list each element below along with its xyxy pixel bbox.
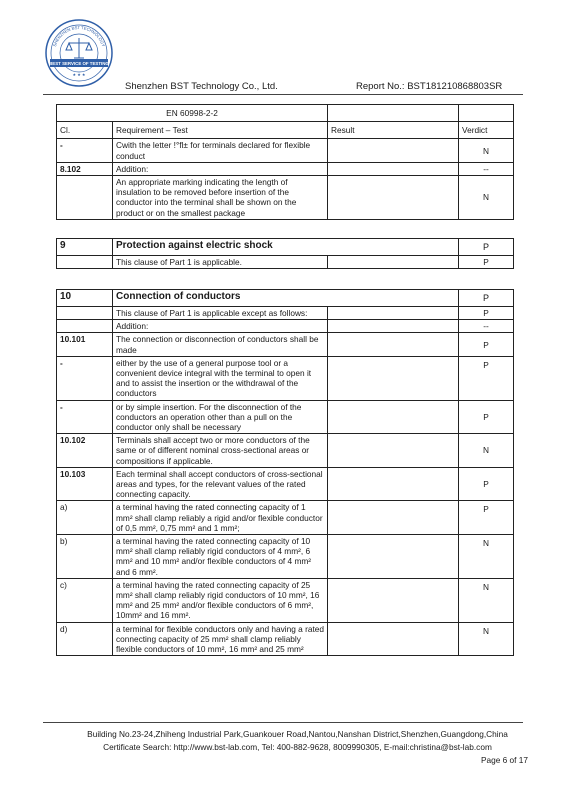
- requirement-text: Addition:: [113, 162, 328, 175]
- footer-divider: [43, 722, 523, 723]
- clause-number: c): [57, 578, 113, 622]
- clause-number: d): [57, 622, 113, 656]
- table-row: [57, 535, 514, 579]
- section-verdict: P: [459, 290, 514, 307]
- header-divider: [43, 94, 523, 95]
- clause-number: -: [57, 400, 113, 434]
- result-cell: [328, 535, 459, 579]
- result-cell: [328, 320, 459, 333]
- clause-number: -: [57, 356, 113, 400]
- section-row: [57, 239, 514, 256]
- section-number: 10: [57, 290, 113, 307]
- table-row: [57, 307, 514, 320]
- requirement-text: Addition:: [113, 320, 328, 333]
- clause-number: 10.103: [57, 467, 113, 501]
- clause-number: -: [57, 139, 113, 162]
- table-row: [57, 467, 514, 501]
- section-title: Connection of conductors: [113, 290, 459, 307]
- requirement-text: This clause of Part 1 is applicable.: [113, 256, 328, 269]
- table-row: [57, 501, 514, 535]
- verdict-cell: N: [459, 578, 514, 622]
- verdict-cell: --: [459, 320, 514, 333]
- verdict-cell: P: [459, 356, 514, 400]
- requirement-text: a terminal having the rated connecting capacity of 10 mm² shall clamp reliably rigid conductors of 4 mm², 6 mm² and 10 mm² and/or flexible conductors of 4 mm² and 6 mm².: [113, 535, 328, 579]
- company-logo: [44, 18, 114, 88]
- clause-number: 10.101: [57, 333, 113, 356]
- result-cell: [328, 400, 459, 434]
- requirement-text: An appropriate marking indicating the length of insulation to be removed before insertion of the conductor into the terminal shall be shown on the product or on the smallest package: [113, 176, 328, 220]
- requirement-text: a terminal having the rated connecting capacity of 1 mm² shall clamp reliably a rigid and/or flexible conductor of 0,5 mm², 0,75 mm² and 1 mm²;: [113, 501, 328, 535]
- clause-number: 8.102: [57, 162, 113, 175]
- clause-table-10: [56, 289, 514, 656]
- section-number: 9: [57, 239, 113, 256]
- clause-number: b): [57, 535, 113, 579]
- result-cell: [328, 578, 459, 622]
- verdict-cell: --: [459, 162, 514, 175]
- verdict-cell: N: [459, 139, 514, 162]
- verdict-cell: N: [459, 622, 514, 656]
- table-row: [57, 400, 514, 434]
- logo-arc-text: SHENZHEN BST TECHNOLOGY: [51, 24, 107, 48]
- verdict-cell: N: [459, 535, 514, 579]
- verdict-cell: P: [459, 333, 514, 356]
- footer-address: Building No.23-24,Zhiheng Industrial Park,Guankouer Road,Nantou,Nanshan District,Shenzhen,Guangdong,China: [87, 729, 508, 739]
- standard-title: EN 60998-2-2: [57, 105, 328, 122]
- col-header-verdict: Verdict: [459, 122, 514, 139]
- result-cell: [328, 307, 459, 320]
- result-cell: [328, 256, 459, 269]
- section-title: Protection against electric shock: [113, 239, 459, 256]
- clause-number: [57, 320, 113, 333]
- requirement-text: Terminals shall accept two or more conductors of the same or of different nominal cross-sectional areas or compositions if applicable.: [113, 434, 328, 468]
- logo-band-text: BEST SERVICE OF TESTING: [49, 60, 109, 66]
- col-header-result: Result: [328, 122, 459, 139]
- requirement-text: or by simple insertion. For the disconnection of the conductors an operation other than a pull on the conductor only shall be necessary: [113, 400, 328, 434]
- standard-row: [57, 105, 514, 122]
- clause-number: 10.102: [57, 434, 113, 468]
- requirement-text: The connection or disconnection of conductors shall be made: [113, 333, 328, 356]
- svg-text:★ ★ ★: ★ ★ ★: [72, 72, 86, 77]
- table-row: [57, 622, 514, 656]
- clause-number: a): [57, 501, 113, 535]
- col-header-requirement: Requirement – Test: [113, 122, 328, 139]
- result-cell: [328, 333, 459, 356]
- report-number: Report No.: BST181210868803SR: [356, 81, 503, 92]
- table-row: [57, 176, 514, 220]
- clause-table-8: [56, 104, 514, 220]
- column-header-row: [57, 122, 514, 139]
- clause-number: [57, 256, 113, 269]
- result-cell: [328, 139, 459, 162]
- requirement-text: either by the use of a general purpose tool or a convenient device integral with the terminal to open it and to assist the insertion or the withdrawal of the conductors: [113, 356, 328, 400]
- table-row: [57, 434, 514, 468]
- footer-contact: Certificate Search: http://www.bst-lab.com, Tel: 400-882-9628, 8009990305, E-mail:christina@bst-lab.com: [103, 742, 492, 752]
- clause-table-9: [56, 238, 514, 269]
- clause-number: [57, 307, 113, 320]
- table-row: [57, 162, 514, 175]
- result-cell: [328, 434, 459, 468]
- requirement-text: Cwith the letter !°fl± for terminals declared for flexible conduct: [113, 139, 328, 162]
- verdict-cell: P: [459, 307, 514, 320]
- table-row: [57, 333, 514, 356]
- requirement-text: a terminal for flexible conductors only and having a rated connecting capacity of 25 mm² shall clamp reliably flexible conductors of 10 mm², 16 mm² and 25 mm²: [113, 622, 328, 656]
- section-verdict: P: [459, 239, 514, 256]
- requirement-text: a terminal having the rated connecting capacity of 25 mm² shall clamp reliably rigid conductors of 10 mm², 16 mm² and 25 mm² and/or flexible conductors of 6 mm², 10mm² and 16 mm².: [113, 578, 328, 622]
- result-cell: [328, 622, 459, 656]
- verdict-cell: P: [459, 400, 514, 434]
- section-row: [57, 290, 514, 307]
- table-row: [57, 320, 514, 333]
- verdict-cell: P: [459, 256, 514, 269]
- clause-number: [57, 176, 113, 220]
- page-number: Page 6 of 17: [480, 755, 528, 765]
- table-row: [57, 356, 514, 400]
- result-cell: [328, 467, 459, 501]
- verdict-cell: N: [459, 434, 514, 468]
- result-cell: [328, 162, 459, 175]
- table-row: [57, 139, 514, 162]
- result-cell: [328, 501, 459, 535]
- table-row: [57, 256, 514, 269]
- col-header-cl: Cl.: [57, 122, 113, 139]
- verdict-cell: P: [459, 501, 514, 535]
- requirement-text: Each terminal shall accept conductors of cross-sectional areas and types, for the relevant values of the rated connecting capacity.: [113, 467, 328, 501]
- verdict-cell: P: [459, 467, 514, 501]
- result-cell: [328, 356, 459, 400]
- company-name: Shenzhen BST Technology Co., Ltd.: [125, 81, 278, 92]
- table-row: [57, 578, 514, 622]
- result-cell: [328, 176, 459, 220]
- verdict-cell: N: [459, 176, 514, 220]
- requirement-text: This clause of Part 1 is applicable except as follows:: [113, 307, 328, 320]
